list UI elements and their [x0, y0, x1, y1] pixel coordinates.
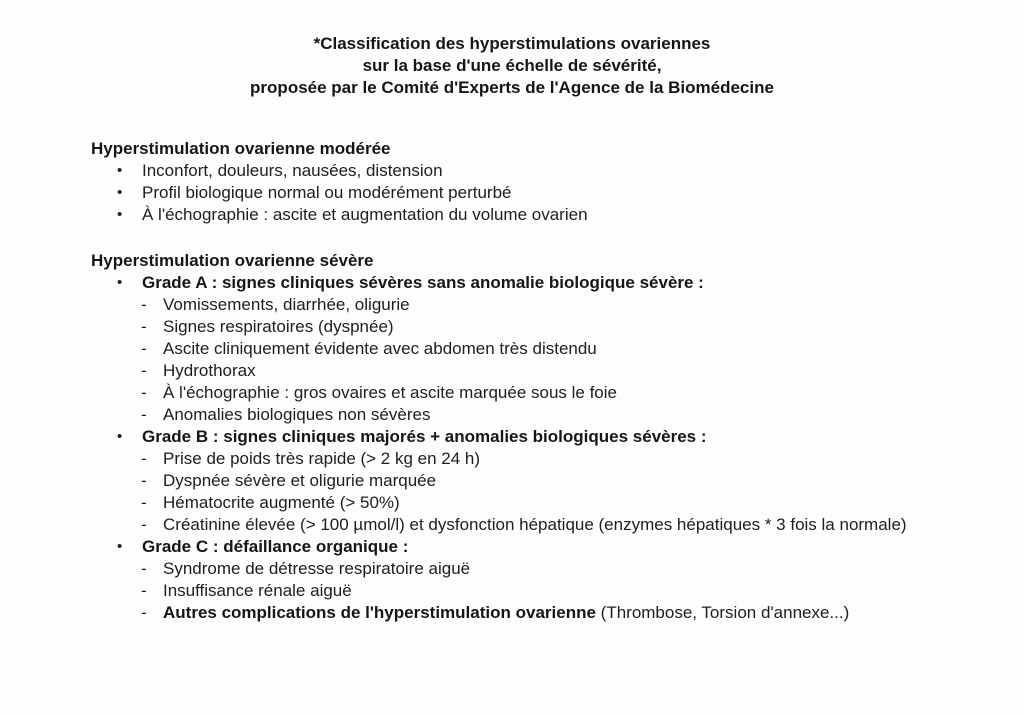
list-item-text — [142, 536, 938, 558]
list-item — [91, 558, 938, 580]
bullet-icon: • — [117, 206, 123, 223]
list-item-text — [142, 426, 938, 448]
dash-icon: - — [141, 295, 147, 314]
document-title — [0, 0, 1024, 99]
dash-icon: - — [141, 581, 147, 600]
list-item — [91, 492, 938, 514]
dash-icon: - — [141, 405, 147, 424]
list-item-text — [163, 360, 938, 382]
list-item — [91, 338, 938, 360]
list-item — [91, 294, 938, 316]
list-item-text — [163, 382, 938, 404]
dash-icon: - — [141, 383, 147, 402]
list-item — [91, 404, 938, 426]
list-item-text-main: Vomissements, diarrhée, oligurie — [163, 295, 410, 314]
list-item-text-main: Hydrothorax — [163, 361, 256, 380]
title-line-3: proposée par le Comité d'Experts de l'Agence de la Biomédecine — [250, 78, 774, 97]
list-item-text — [163, 470, 938, 492]
list-item — [91, 514, 938, 536]
list-item-text — [163, 404, 938, 426]
list-item-text — [142, 182, 938, 204]
document-body — [91, 138, 938, 624]
list-item — [91, 602, 938, 624]
bullet-icon: • — [117, 184, 123, 201]
list-item-text — [142, 160, 938, 182]
dash-icon: - — [141, 449, 147, 468]
list-item-text-main: Dyspnée sévère et oligurie marquée — [163, 471, 437, 490]
title-line-2: sur la base d'une échelle de sévérité, — [362, 56, 662, 75]
section-heading: Hyperstimulation ovarienne modérée — [91, 139, 391, 158]
list-item-text-main: Inconfort, douleurs, nausées, distension — [142, 161, 443, 180]
list-item-text — [163, 316, 938, 338]
dash-icon: - — [141, 317, 147, 336]
section — [91, 138, 938, 226]
list-item-text-main: Grade C : défaillance organique : — [142, 537, 409, 556]
list-item-text-main: Grade B : signes cliniques majorés + anomalies biologiques sévères : — [142, 427, 707, 446]
list-item-text-main: Grade A : signes cliniques sévères sans anomalie biologique sévère : — [142, 273, 704, 292]
list-item-text-main: Prise de poids très rapide (> 2 kg en 24 h) — [163, 449, 481, 468]
list-item — [91, 580, 938, 602]
list-item-text — [163, 514, 938, 536]
list-item-text-main: Insuffisance rénale aiguë — [163, 581, 352, 600]
dash-icon: - — [141, 471, 147, 490]
list-item — [91, 448, 938, 470]
list-item-text-tail: (Thrombose, Torsion d'annexe...) — [600, 603, 850, 622]
list-item-text — [163, 602, 938, 624]
list-item — [91, 426, 938, 448]
bullet-icon: • — [117, 538, 123, 555]
bullet-icon: • — [117, 274, 123, 291]
list-item-text-main: Hématocrite augmenté (> 50%) — [163, 493, 400, 512]
dash-icon: - — [141, 515, 147, 534]
list-item-text — [163, 558, 938, 580]
title-line-1: *Classification des hyperstimulations ovariennes — [313, 34, 711, 53]
list-item-text — [163, 338, 938, 360]
dash-icon: - — [141, 493, 147, 512]
list-item-text-main: Signes respiratoires (dyspnée) — [163, 317, 394, 336]
bullet-icon: • — [117, 428, 123, 445]
list-item — [91, 182, 938, 204]
list-item-text-main: Syndrome de détresse respiratoire aiguë — [163, 559, 471, 578]
list-item — [91, 382, 938, 404]
list-item-text — [142, 272, 938, 294]
list-item-text — [163, 492, 938, 514]
section-heading: Hyperstimulation ovarienne sévère — [91, 251, 374, 270]
dash-icon: - — [141, 559, 147, 578]
list-item-text-main: Profil biologique normal ou modérément perturbé — [142, 183, 512, 202]
list-item-text — [163, 448, 938, 470]
list-item-text — [163, 294, 938, 316]
list-item — [91, 204, 938, 226]
list-item — [91, 360, 938, 382]
list-item-text-main: À l'échographie : ascite et augmentation du volume ovarien — [142, 205, 588, 224]
list-item-text-main: Anomalies biologiques non sévères — [163, 405, 431, 424]
list-item-text-main: À l'échographie : gros ovaires et ascite marquée sous le foie — [163, 383, 617, 402]
list-item — [91, 316, 938, 338]
list-item — [91, 470, 938, 492]
dash-icon: - — [141, 339, 147, 358]
list-item-text-main: Autres complications de l'hyperstimulation ovarienne — [163, 603, 601, 622]
list-item — [91, 272, 938, 294]
list-item-text-main: Créatinine élevée (> 100 µmol/l) et dysfonction hépatique (enzymes hépatiques * 3 fois la normale) — [163, 515, 907, 534]
list-item-text-main: Ascite cliniquement évidente avec abdomen très distendu — [163, 339, 597, 358]
bullet-icon: • — [117, 162, 123, 179]
list-item — [91, 160, 938, 182]
list-item-text — [163, 580, 938, 602]
list-item — [91, 536, 938, 558]
dash-icon: - — [141, 603, 147, 622]
section — [91, 250, 938, 624]
list-item-text — [142, 204, 938, 226]
dash-icon: - — [141, 361, 147, 380]
